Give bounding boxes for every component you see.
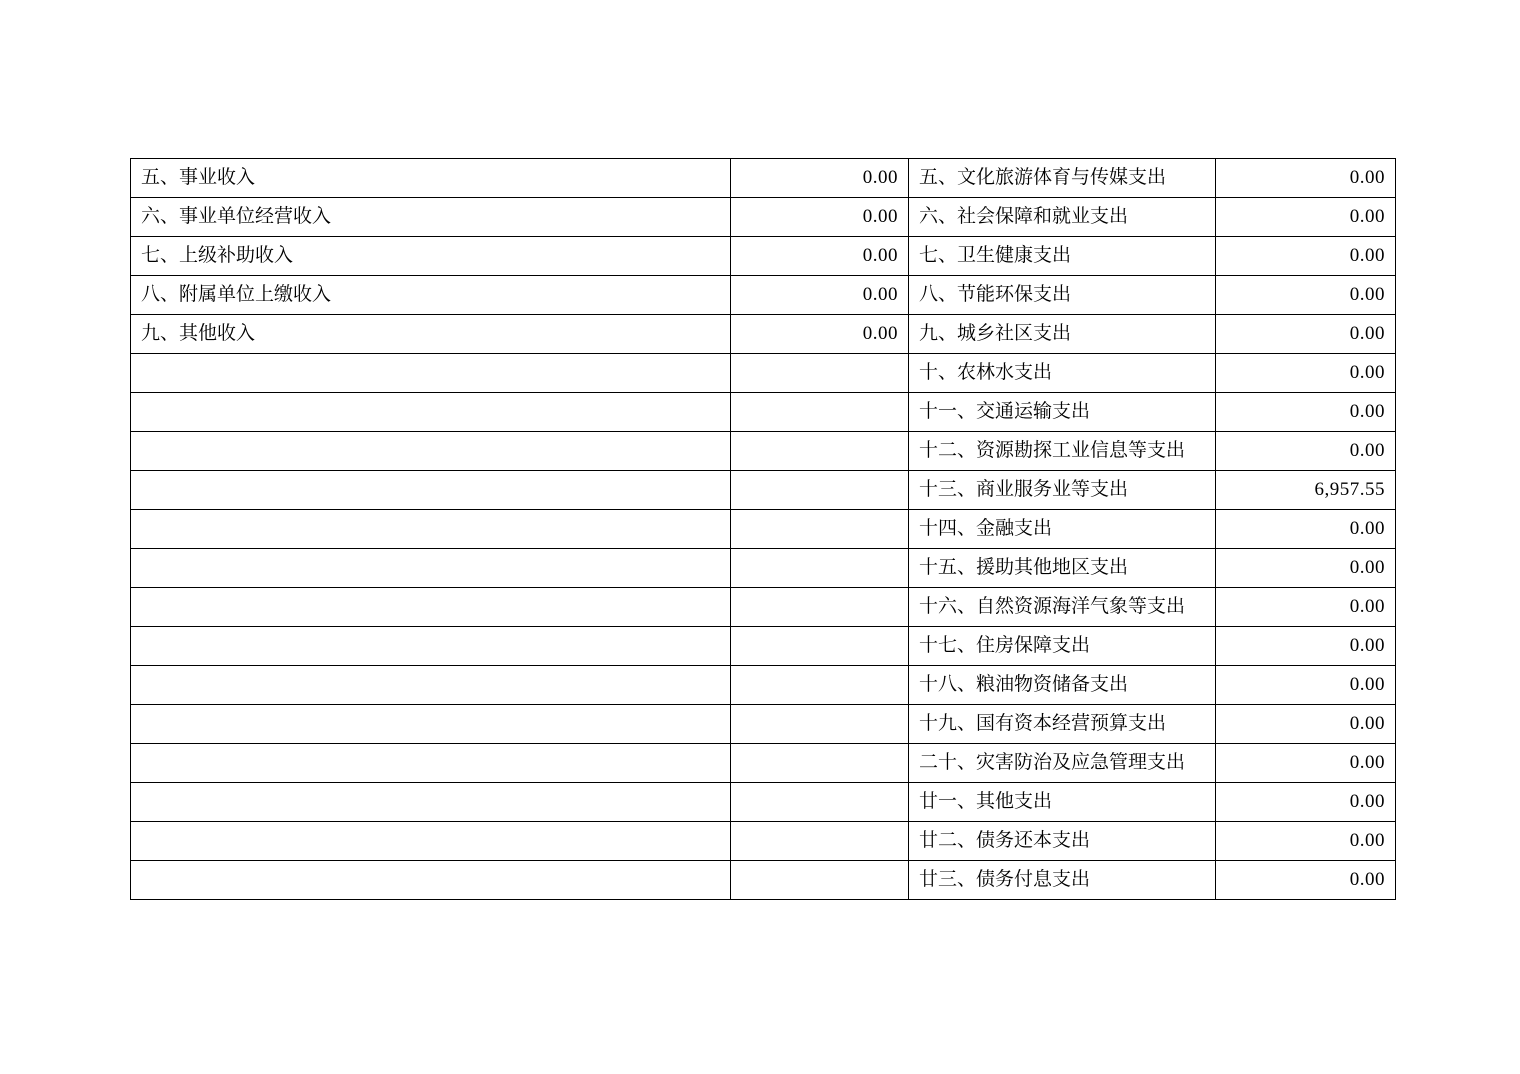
table-row: [131, 510, 1396, 549]
expense-item-amount: 0.00: [1216, 627, 1396, 666]
expense-item-label: 十五、援助其他地区支出: [909, 549, 1216, 588]
table-row: [131, 549, 1396, 588]
expense-item-label: 十九、国有资本经营预算支出: [909, 705, 1216, 744]
income-item-label: [131, 588, 731, 627]
income-item-amount: [731, 432, 909, 471]
income-item-amount: [731, 549, 909, 588]
expense-item-amount: 0.00: [1216, 822, 1396, 861]
income-item-amount: [731, 588, 909, 627]
expense-item-label: 十三、商业服务业等支出: [909, 471, 1216, 510]
income-item-label: [131, 822, 731, 861]
income-item-label: [131, 861, 731, 900]
table-row: [131, 783, 1396, 822]
income-item-label: [131, 393, 731, 432]
table-row: [131, 588, 1396, 627]
income-item-amount: [731, 783, 909, 822]
income-item-amount: [731, 861, 909, 900]
table-row: [131, 237, 1396, 276]
table-row: [131, 432, 1396, 471]
table-row: [131, 315, 1396, 354]
income-item-amount: 0.00: [731, 159, 909, 198]
income-item-label: [131, 471, 731, 510]
income-item-label: 六、事业单位经营收入: [131, 198, 731, 237]
income-item-label: [131, 354, 731, 393]
expense-item-label: 六、社会保障和就业支出: [909, 198, 1216, 237]
expense-item-label: 二十、灾害防治及应急管理支出: [909, 744, 1216, 783]
income-item-amount: 0.00: [731, 237, 909, 276]
table-row: [131, 198, 1396, 237]
budget-table-body: [131, 159, 1396, 900]
income-item-label: [131, 744, 731, 783]
table-row: [131, 393, 1396, 432]
table-row: [131, 666, 1396, 705]
income-item-amount: 0.00: [731, 276, 909, 315]
expense-item-label: 十二、资源勘探工业信息等支出: [909, 432, 1216, 471]
income-item-label: 五、事业收入: [131, 159, 731, 198]
income-item-amount: [731, 510, 909, 549]
budget-table: [130, 158, 1396, 900]
expense-item-label: 七、卫生健康支出: [909, 237, 1216, 276]
expense-item-amount: 0.00: [1216, 588, 1396, 627]
expense-item-amount: 0.00: [1216, 666, 1396, 705]
table-row: [131, 627, 1396, 666]
income-item-amount: [731, 471, 909, 510]
income-item-label: [131, 783, 731, 822]
expense-item-amount: 0.00: [1216, 159, 1396, 198]
expense-item-label: 十六、自然资源海洋气象等支出: [909, 588, 1216, 627]
expense-item-label: 九、城乡社区支出: [909, 315, 1216, 354]
table-row: [131, 705, 1396, 744]
expense-item-label: 十、农林水支出: [909, 354, 1216, 393]
income-item-label: 八、附属单位上缴收入: [131, 276, 731, 315]
income-item-amount: [731, 354, 909, 393]
table-row: [131, 822, 1396, 861]
expense-item-amount: 0.00: [1216, 432, 1396, 471]
table-row: [131, 471, 1396, 510]
income-item-amount: [731, 393, 909, 432]
income-item-label: [131, 627, 731, 666]
expense-item-amount: 0.00: [1216, 549, 1396, 588]
table-row: [131, 276, 1396, 315]
expense-item-amount: 0.00: [1216, 861, 1396, 900]
expense-item-amount: 0.00: [1216, 783, 1396, 822]
table-row: [131, 354, 1396, 393]
expense-item-amount: 0.00: [1216, 198, 1396, 237]
expense-item-label: 八、节能环保支出: [909, 276, 1216, 315]
expense-item-amount: 0.00: [1216, 276, 1396, 315]
expense-item-label: 十四、金融支出: [909, 510, 1216, 549]
income-item-label: [131, 432, 731, 471]
income-item-label: [131, 705, 731, 744]
income-item-amount: [731, 744, 909, 783]
expense-item-label: 十七、住房保障支出: [909, 627, 1216, 666]
expense-item-label: 五、文化旅游体育与传媒支出: [909, 159, 1216, 198]
income-item-label: 七、上级补助收入: [131, 237, 731, 276]
income-item-amount: 0.00: [731, 198, 909, 237]
expense-item-amount: 0.00: [1216, 510, 1396, 549]
income-item-amount: [731, 822, 909, 861]
expense-item-amount: 0.00: [1216, 393, 1396, 432]
income-item-amount: [731, 627, 909, 666]
expense-item-label: 廿二、债务还本支出: [909, 822, 1216, 861]
income-item-label: [131, 666, 731, 705]
expense-item-amount: 0.00: [1216, 744, 1396, 783]
table-row: [131, 861, 1396, 900]
expense-item-label: 十一、交通运输支出: [909, 393, 1216, 432]
expense-item-amount: 6,957.55: [1216, 471, 1396, 510]
table-row: [131, 159, 1396, 198]
expense-item-label: 廿一、其他支出: [909, 783, 1216, 822]
expense-item-amount: 0.00: [1216, 315, 1396, 354]
income-item-label: 九、其他收入: [131, 315, 731, 354]
income-item-label: [131, 510, 731, 549]
income-item-amount: 0.00: [731, 315, 909, 354]
income-item-amount: [731, 666, 909, 705]
expense-item-amount: 0.00: [1216, 237, 1396, 276]
expense-item-label: 廿三、债务付息支出: [909, 861, 1216, 900]
income-item-label: [131, 549, 731, 588]
income-item-amount: [731, 705, 909, 744]
expense-item-amount: 0.00: [1216, 705, 1396, 744]
table-row: [131, 744, 1396, 783]
expense-item-label: 十八、粮油物资储备支出: [909, 666, 1216, 705]
expense-item-amount: 0.00: [1216, 354, 1396, 393]
